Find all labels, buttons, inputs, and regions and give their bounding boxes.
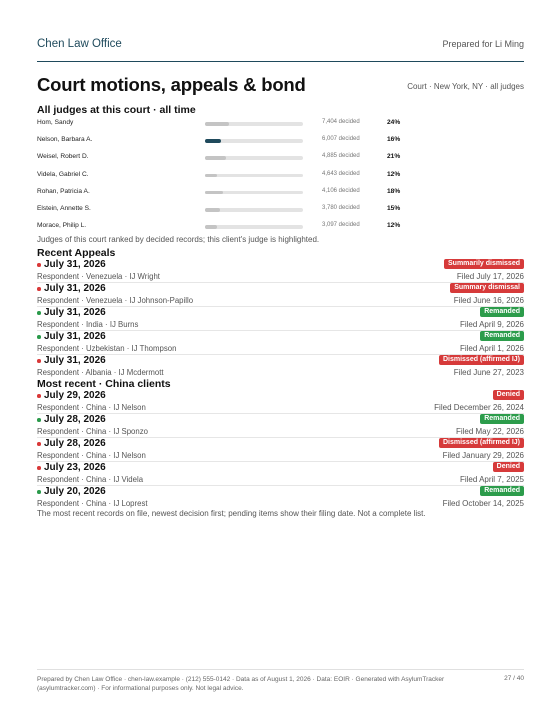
page-number: 27 / 40 [504,675,524,682]
judge-name: Elstein, Annette S. [37,205,91,212]
record-row [37,462,524,486]
filed-date: Filed April 7, 2025 [459,475,524,484]
record-row [37,331,524,355]
report-page [37,0,524,725]
decision-date: July 31, 2026 [44,259,106,270]
page-header [37,38,524,62]
negative-dot-icon [37,466,41,470]
record-row [37,486,524,510]
record-details: Respondent · China · IJ Loprest [37,499,148,508]
decided-count: 4,885 decided [322,153,360,160]
negative-dot-icon [37,394,41,398]
positive-dot-icon [37,311,41,315]
record-details: Respondent · China · IJ Videla [37,475,144,484]
filed-date: Filed June 27, 2023 [453,368,524,377]
filed-date: Filed January 29, 2026 [442,451,524,460]
decision-date: July 28, 2026 [44,438,106,449]
share-percent: 18% [387,187,401,195]
filed-date: Filed April 9, 2026 [459,320,524,329]
decision-date: July 29, 2026 [44,390,106,401]
record-row [37,307,524,331]
record-row [37,414,524,438]
record-row [37,355,524,379]
share-percent: 16% [387,136,401,144]
record-row [37,259,524,283]
judge-row [37,135,417,147]
decision-date: July 31, 2026 [44,307,106,318]
records-note: The most recent records on file, newest decision first; pending items show their filing date. Not a complete list. [37,509,426,518]
negative-dot-icon [37,442,41,446]
judge-name: Weisel, Robert D. [37,153,89,161]
outcome-badge: Dismissed (affirmed IJ) [439,355,524,365]
record-details: Respondent · China · IJ Sponzo [37,427,148,436]
decided-count: 4,106 decided [322,187,360,194]
share-bar [205,191,223,195]
decision-date: July 23, 2026 [44,462,106,473]
judge-row [37,118,417,130]
outcome-badge: Remanded [480,486,524,496]
decision-date: July 31, 2026 [44,331,106,342]
court-meta: Court · New York, NY · all judges [407,82,524,91]
judge-row [37,204,417,216]
outcome-badge: Remanded [480,307,524,317]
positive-dot-icon [37,335,41,339]
page-footer [37,669,524,692]
decided-count: 6,007 decided [322,136,360,143]
share-bar [205,225,217,229]
share-bar-highlight [205,139,221,143]
share-bar-track [205,156,303,160]
record-row [37,438,524,462]
share-bar [205,122,229,126]
filed-date: Filed April 1, 2026 [459,344,524,353]
prepared-for: Prepared for Li Ming [442,39,524,49]
filed-date: Filed May 22, 2026 [455,427,524,436]
judge-name: Morace, Philip L. [37,222,87,230]
page-title: Court motions, appeals & bond [37,74,306,95]
share-bar-track [205,122,303,126]
filed-date: Filed July 17, 2026 [456,272,524,281]
outcome-badge: Remanded [480,331,524,341]
recent-appeals-heading: Recent Appeals [37,247,116,259]
judges-heading: All judges at this court · all time [37,104,196,116]
negative-dot-icon [37,287,41,291]
negative-dot-icon [37,263,41,267]
judge-row [37,152,417,164]
decided-count: 3,097 decided [322,222,360,229]
outcome-badge: Summary dismissal [450,283,524,293]
share-bar-track [205,139,303,143]
judge-name: Hom, Sandy [37,119,74,126]
record-details: Respondent · Venezuela · IJ Johnson-Papillo [37,296,194,305]
judge-name: Rohan, Patricia A. [37,187,90,195]
share-bar-track [205,225,303,229]
record-details: Respondent · Venezuela · IJ Wright [37,272,160,281]
outcome-badge: Denied [493,390,524,400]
share-bar [205,174,217,178]
decided-count: 7,404 decided [322,119,360,125]
positive-dot-icon [37,418,41,422]
judge-name: Nelson, Barbara A. [37,136,93,144]
decided-count: 4,643 decided [322,170,360,177]
record-details: Respondent · Albania · IJ Mcdermott [37,368,164,377]
record-details: Respondent · Uzbekistan · IJ Thompson [37,344,177,353]
decision-date: July 31, 2026 [44,283,106,294]
china-clients-heading: Most recent · China clients [37,378,171,390]
filed-date: Filed October 14, 2025 [442,499,524,508]
share-percent: 12% [387,170,401,178]
record-row [37,390,524,414]
firm-brand: Chen Law Office [37,38,122,50]
record-details: Respondent · China · IJ Nelson [37,451,146,460]
positive-dot-icon [37,490,41,494]
judges-note: Judges of this court ranked by decided records; this client's judge is highlighted. [37,235,320,244]
record-row [37,283,524,307]
share-bar [205,156,226,160]
share-percent: 15% [387,205,401,212]
outcome-badge: Dismissed (affirmed IJ) [439,438,524,448]
share-bar [205,208,220,212]
record-details: Respondent · China · IJ Nelson [37,403,146,412]
title-row [37,74,524,96]
decided-count: 3,780 decided [322,205,360,211]
outcome-badge: Denied [493,462,524,472]
judge-row [37,187,417,199]
share-percent: 12% [387,222,401,230]
share-bar-track [205,208,303,212]
filed-date: Filed June 16, 2026 [453,296,524,305]
share-percent: 21% [387,153,401,161]
footer-text: Prepared by Chen Law Office · chen-law.example · (212) 555-0142 · Data as of August 1, 2026 · Data: EOIR · Generated with AsylumTracker (asylumtracker.com) · For informational purposes only. Not legal advice. [37,676,445,692]
judge-row [37,170,417,182]
decision-date: July 28, 2026 [44,414,106,425]
share-bar-track [205,174,303,178]
share-bar-track [205,191,303,195]
decision-date: July 31, 2026 [44,355,106,366]
outcome-badge: Remanded [480,414,524,424]
outcome-badge: Summarily dismissed [444,259,524,269]
negative-dot-icon [37,359,41,363]
share-percent: 24% [387,119,401,126]
decision-date: July 20, 2026 [44,486,106,497]
record-details: Respondent · India · IJ Burns [37,320,139,329]
filed-date: Filed December 26, 2024 [434,403,524,412]
judge-name: Videla, Gabriel C. [37,170,89,178]
judge-row [37,221,417,233]
